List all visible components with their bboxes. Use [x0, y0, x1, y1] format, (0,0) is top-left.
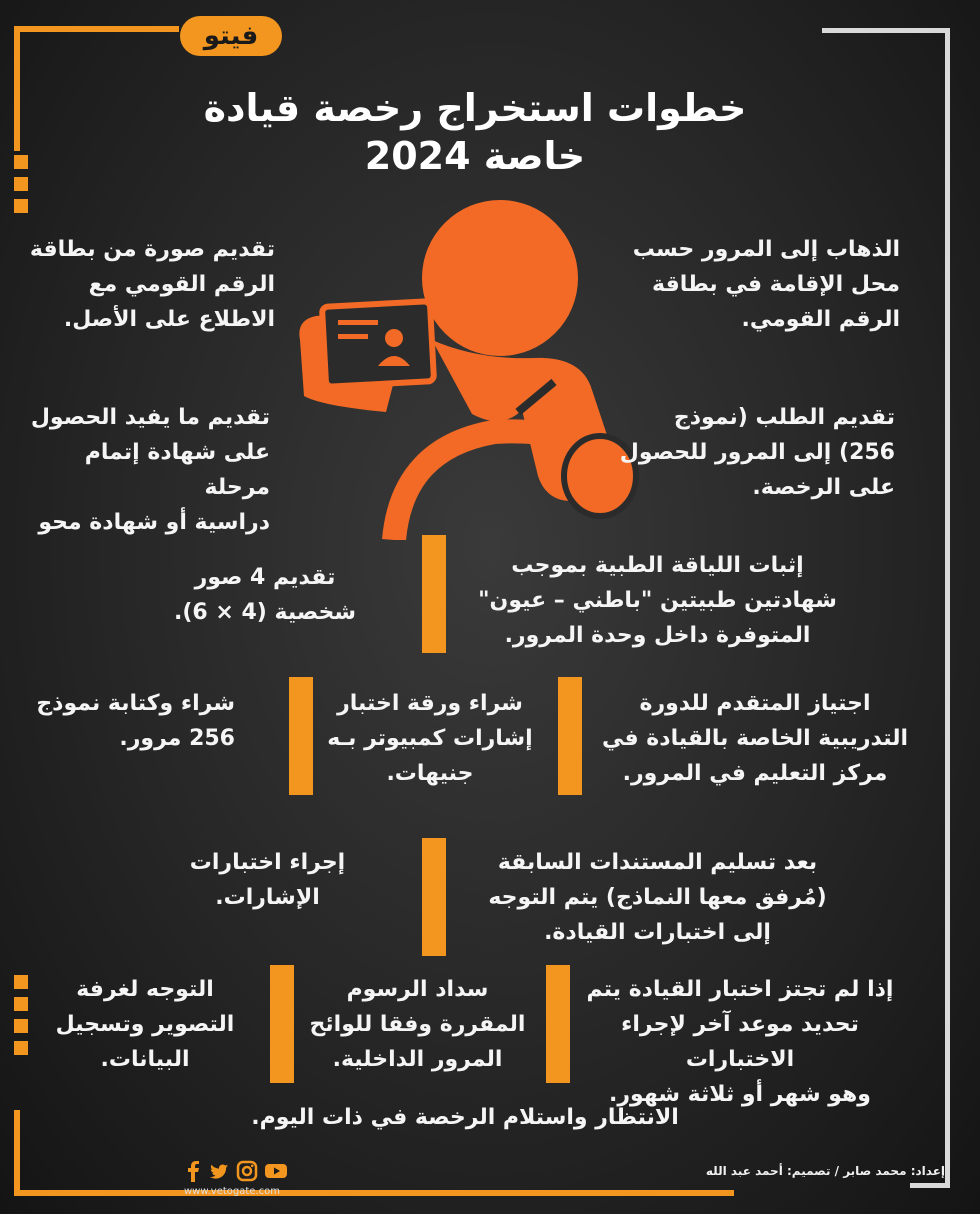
- step-13: سداد الرسوم المقررة وفقا للوائح المرور الداخلية.: [309, 977, 526, 1072]
- divider-bar: [422, 535, 446, 653]
- social-icons: [184, 1160, 288, 1182]
- youtube-icon[interactable]: [264, 1160, 288, 1182]
- divider-bar: [546, 965, 570, 1083]
- step-8: شراء ورقة اختبار إشارات كمبيوتر بـه جنيهات.: [327, 691, 533, 786]
- frame-top-right: [822, 28, 950, 33]
- license-card-icon: [299, 301, 434, 412]
- step-11: إجراء اختبارات الإشارات.: [189, 850, 346, 910]
- square-deco: [14, 199, 28, 213]
- frame-bottom: [14, 1190, 734, 1196]
- logo: [180, 16, 282, 56]
- step-7: اجتياز المتقدم للدورة التدريبية الخاصة بالقيادة في مركز التعليم في المرور.: [601, 691, 908, 786]
- step-9: شراء وكتابة نموذج 256 مرور.: [36, 691, 235, 751]
- step-4: تقديم ما يفيد الحصول على شهادة إتمام مرحلة دراسية أو شهادة محو: [30, 405, 270, 535]
- square-deco: [14, 1019, 28, 1033]
- frame-left: [14, 26, 20, 151]
- frame-right: [945, 28, 950, 1188]
- driver-head-icon: [422, 200, 578, 356]
- square-deco: [14, 1041, 28, 1055]
- page-title: [190, 84, 760, 180]
- square-deco: [14, 177, 28, 191]
- driver-illustration: [282, 200, 642, 540]
- title-line-1: خطوات استخراج رخصة قيادة: [203, 86, 747, 130]
- frame-right-bottom: [910, 1183, 950, 1188]
- square-deco: [14, 975, 28, 989]
- step-1: الذهاب إلى المرور حسب محل الإقامة في بطاقة الرقم القومي.: [632, 237, 900, 332]
- frame-top-left: [14, 26, 179, 32]
- step-14: التوجه لغرفة التصوير وتسجيل البيانات.: [55, 977, 235, 1072]
- step-6: تقديم 4 صور شخصية (4 × 6).: [173, 565, 357, 625]
- step-12: إذا لم تجتز اختبار القيادة يتم تحديد موعد آخر لإجراء الاختبارات وهو شهر أو ثلاثة شهور.: [586, 977, 894, 1107]
- square-deco: [14, 997, 28, 1011]
- title-line-2: خاصة 2024: [364, 134, 586, 178]
- twitter-icon[interactable]: [208, 1160, 230, 1182]
- website-url[interactable]: www.vetogate.com: [184, 1186, 280, 1197]
- step-3: تقديم الطلب (نموذج 256) إلى المرور للحصول على الرخصة.: [619, 405, 895, 500]
- step-5: إثبات اللياقة الطبية بموجب شهادتين طبيتين "باطني – عيون" المتوفرة داخل وحدة المرور.: [478, 553, 837, 648]
- step-2: تقديم صورة من بطاقة الرقم القومي مع الاطلاع على الأصل.: [29, 237, 275, 332]
- instagram-icon[interactable]: [236, 1160, 258, 1182]
- square-deco: [14, 155, 28, 169]
- divider-bar: [289, 677, 313, 795]
- credit-text: إعداد: محمد صابر / تصميم: أحمد عبد الله: [705, 1164, 945, 1178]
- logo-text: فيتو: [203, 21, 259, 51]
- facebook-icon[interactable]: [184, 1160, 202, 1182]
- divider-bar: [422, 838, 446, 956]
- divider-bar: [270, 965, 294, 1083]
- step-15: الانتظار واستلام الرخصة في ذات اليوم.: [251, 1105, 679, 1130]
- divider-bar: [558, 677, 582, 795]
- frame-left-bottom: [14, 1110, 20, 1196]
- step-10: بعد تسليم المستندات السابقة (مُرفق معها النماذج) يتم التوجه إلى اختبارات القيادة.: [488, 850, 827, 945]
